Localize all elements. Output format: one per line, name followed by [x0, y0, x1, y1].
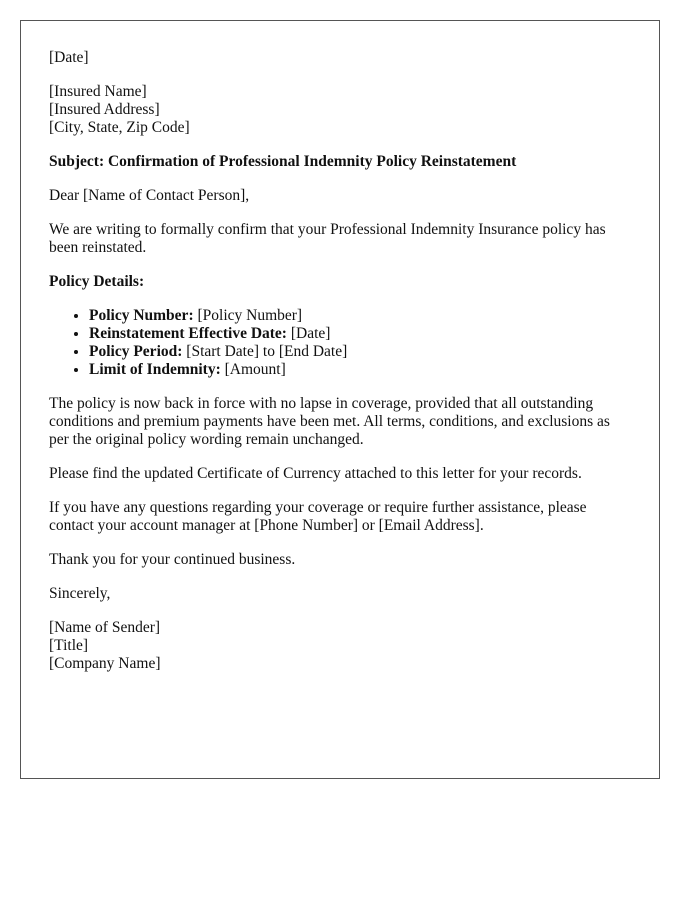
paragraph-thanks: Thank you for your continued business. [49, 551, 296, 568]
letter-closing: Sincerely, [49, 585, 111, 602]
detail-value: [Start Date] to [End Date] [186, 343, 348, 360]
letter-page [20, 20, 660, 779]
sender-name: [Name of Sender] [49, 619, 161, 636]
detail-label: Policy Number: [89, 307, 194, 324]
letter-intro: We are writing to formally confirm that your Professional Indemnity Insurance policy has been reinstated. [49, 221, 606, 256]
paragraph-questions: If you have any questions regarding your coverage or require further assistance, please contact your account manager at [Phone Number] or [Email Address]. [49, 499, 587, 534]
detail-label: Limit of Indemnity: [89, 361, 221, 378]
detail-value: [Amount] [224, 361, 286, 378]
recipient-name: [Insured Name] [49, 83, 147, 100]
recipient-address: [Insured Address] [49, 101, 160, 118]
list-item [89, 307, 631, 325]
list-item [89, 325, 631, 343]
recipient-block [49, 83, 631, 137]
paragraph-certificate: Please find the updated Certificate of Currency attached to this letter for your records. [49, 465, 582, 482]
paragraph-in-force: The policy is now back in force with no lapse in coverage, provided that all outstanding conditions and premium payments have been met. All terms, conditions, and exclusions as per the original policy wording remain unchanged. [49, 395, 610, 448]
sender-company: [Company Name] [49, 655, 161, 672]
list-item [89, 343, 631, 361]
policy-details-heading: Policy Details: [49, 273, 145, 290]
list-item [89, 361, 631, 379]
policy-details-list [49, 307, 631, 379]
letter-salutation: Dear [Name of Contact Person], [49, 187, 250, 204]
sender-title: [Title] [49, 637, 89, 654]
detail-label: Reinstatement Effective Date: [89, 325, 287, 342]
letter-subject: Subject: Confirmation of Professional Indemnity Policy Reinstatement [49, 153, 517, 170]
detail-value: [Policy Number] [197, 307, 303, 324]
detail-value: [Date] [290, 325, 331, 342]
sender-block [49, 619, 631, 673]
detail-label: Policy Period: [89, 343, 183, 360]
letter-date: [Date] [49, 49, 89, 66]
recipient-city-state-zip: [City, State, Zip Code] [49, 119, 190, 136]
